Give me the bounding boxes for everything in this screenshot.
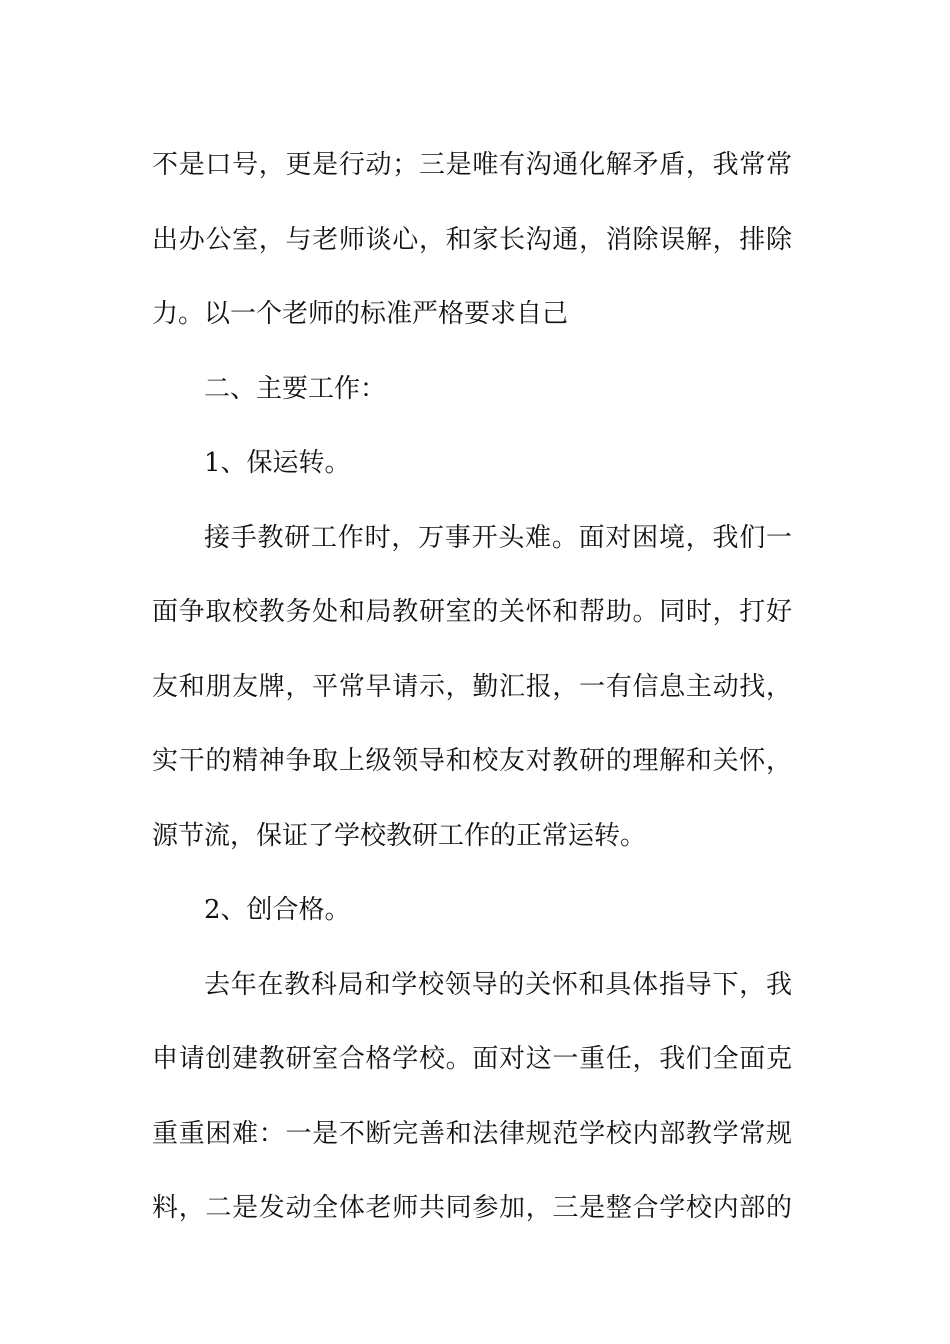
subsection-heading: 1、保运转。 [204, 448, 351, 478]
subsection-heading: 2、创合格。 [204, 895, 351, 925]
text-line: 友和朋友牌，平常早请示，勤汇报，一有信息主动找， [152, 671, 792, 702]
text-line: 接手教研工作时，万事开头难。面对困境，我们一 [204, 522, 792, 553]
text-line: 源节流，保证了学校教研工作的正常运转。 [152, 820, 647, 851]
text-line: 不是口号，更是行动；三是唯有沟通化解矛盾，我常常 [152, 150, 792, 180]
text-line: 料，二是发动全体老师共同参加，三是整合学校内部的 [152, 1193, 792, 1223]
document-body [152, 128, 792, 1246]
text-line: 申请创建教研室合格学校。面对这一重任，我们全面克 [152, 1044, 792, 1074]
text-line: 去年在教科局和学校领导的关怀和具体指导下，我 [204, 969, 792, 1000]
text-line: 实干的精神争取上级领导和校友对教研的理解和关怀， [152, 746, 792, 776]
text-line: 出办公室，与老师谈心，和家长沟通，消除误解，排除 [152, 224, 792, 255]
text-line: 面争取校教务处和局教研室的关怀和帮助。同时，打好 [152, 597, 792, 627]
text-line: 力。以一个老师的标准严格要求自己 [152, 299, 569, 329]
text-line: 重重困难：一是不断完善和法律规范学校内部教学常规 [152, 1118, 792, 1149]
section-heading: 二、主要工作： [204, 373, 387, 404]
